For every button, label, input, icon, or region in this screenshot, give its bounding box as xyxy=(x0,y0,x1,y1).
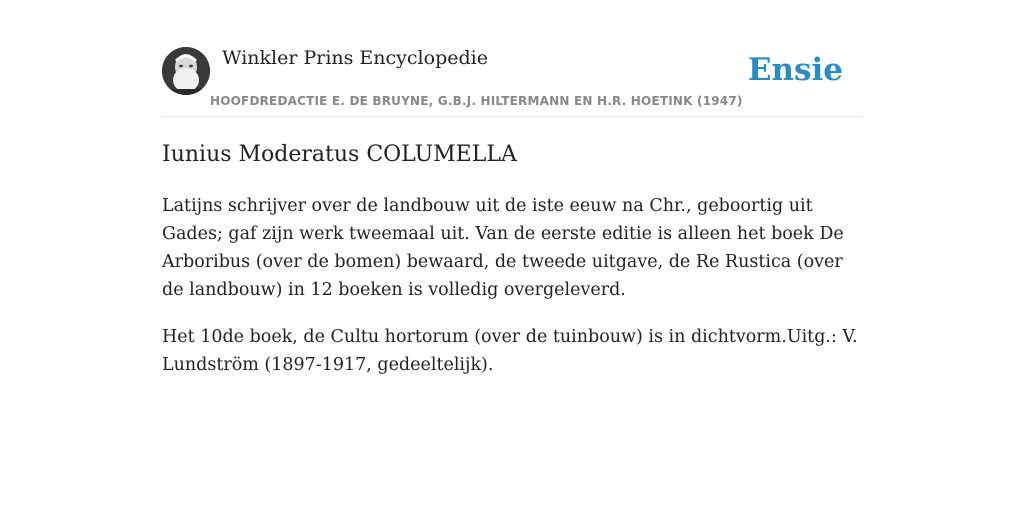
article-body xyxy=(162,192,862,398)
page xyxy=(162,0,862,375)
article-title: Iunius Moderatus COLUMELLA xyxy=(162,142,517,167)
article-paragraph: Het 10de boek, de Cultu hortorum (over de tuinbouw) is in dichtvorm.Uitg.: V. Lundström (1897-1917, gedeeltelijk). xyxy=(162,327,858,375)
source-title[interactable]: Winkler Prins Encyclopedie xyxy=(222,47,488,69)
source-header xyxy=(162,0,862,117)
portrait-avatar-icon[interactable] xyxy=(162,47,210,95)
ensie-logo[interactable]: Ensie xyxy=(747,52,843,88)
article-paragraph: Latijns schrijver over de landbouw uit de iste eeuw na Chr., geboortig uit Gades; gaf zijn werk tweemaal uit. Van de eerste editie is alleen het boek De Arboribus (over de bomen) bewaard, de tweede uitgave, de Re Rustica (over de landbouw) in 12 boeken is volledig overgeleverd. xyxy=(162,196,844,300)
editors-credit: HOOFDREDACTIE E. DE BRUYNE, G.B.J. HILTERMANN EN H.R. HOETINK (1947) xyxy=(210,94,743,108)
